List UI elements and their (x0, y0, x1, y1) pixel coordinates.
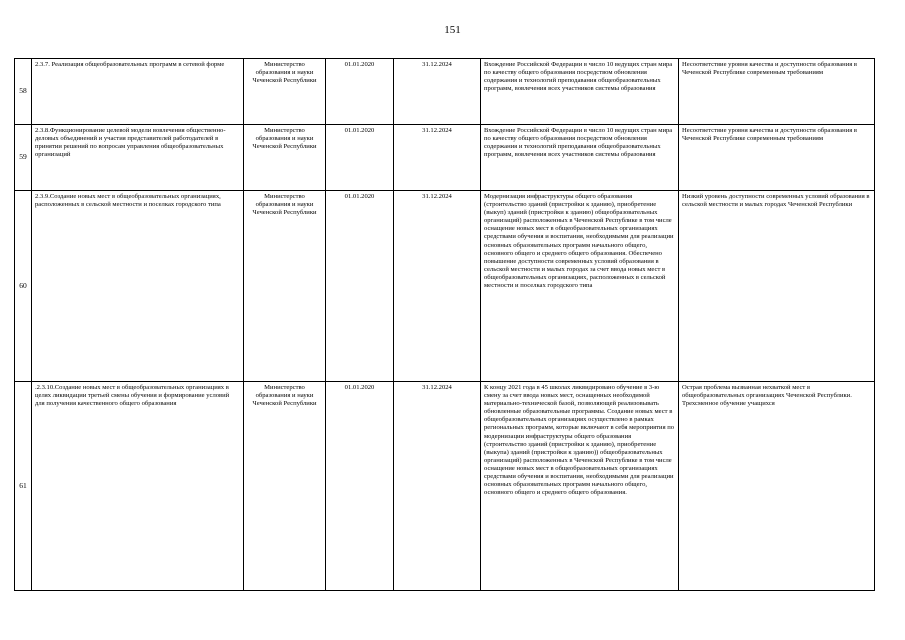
measures-table (14, 58, 875, 591)
executor-cell: Министерство образования и науки Чеченской Республики (244, 382, 326, 591)
end-date-cell: 31.12.2024 (394, 59, 481, 125)
executor-cell: Министерство образования и науки Чеченской Республики (244, 59, 326, 125)
start-date-cell: 01.01.2020 (326, 59, 394, 125)
executor-cell: Министерство образования и науки Чеченской Республики (244, 191, 326, 382)
start-date-cell: 01.01.2020 (326, 125, 394, 191)
table-row (15, 382, 875, 591)
table-row (15, 59, 875, 125)
consequence-cell: Несоответствие уровня качества и доступности образования в Чеченской Республике современным требованиям (679, 59, 875, 125)
row-number: 58 (15, 59, 32, 125)
row-number: 61 (15, 382, 32, 591)
measure-cell: 2.3.9.Создание новых мест в общеобразовательных организациях, расположенных в сельской местности и поселках городского типа (32, 191, 244, 382)
row-number: 60 (15, 191, 32, 382)
result-cell: Вхождение Российской Федерации в число 10 ведущих стран мира по качеству общего образования посредством обновления содержания и технологий преподавания общеобразовательных программ, вовлечения всех участников системы образования (481, 59, 679, 125)
consequence-cell: Несоответствие уровня качества и доступности образования в Чеченской Республике современным требованиям (679, 125, 875, 191)
consequence-cell: Низкий уровень доступности современных условий образования в сельской местности и малых городах Чеченской Республики (679, 191, 875, 382)
row-number: 59 (15, 125, 32, 191)
result-cell: К концу 2021 года в 45 школах ликвидировано обучение в 3-ю смену за счет ввода новых мест, оснащенных необходимой материально-технической базой, позволяющей реализовывать обновленные образовательные программы. Создание новых мест в общеобразовательных организациях осуществлено в рамках региональных программ, которые включают в себя мероприятия по модернизации инфраструктуры общего образования (строительство зданий (пристройки к зданию), приобретение (выкупа) зданий (пристройки к зданию)) общеобразовательных организаций) расположенных в Чеченской Республике в том числе оснащение новых мест в общеобразовательных организациях средствами обучения и воспитания, необходимыми для реализации основных образовательных программ начального общего, основного общего и среднего общего образования. (481, 382, 679, 591)
table-row (15, 191, 875, 382)
table-row (15, 125, 875, 191)
start-date-cell: 01.01.2020 (326, 191, 394, 382)
end-date-cell: 31.12.2024 (394, 125, 481, 191)
executor-cell: Министерство образования и науки Чеченской Республики (244, 125, 326, 191)
page-number: 151 (444, 24, 461, 36)
end-date-cell: 31.12.2024 (394, 382, 481, 591)
start-date-cell: 01.01.2020 (326, 382, 394, 591)
result-cell: Модернизация инфраструктуры общего образования (строительство зданий (пристройки к зданию), приобретение (выкуп) зданий (пристройки к зданию) общеобразовательных организаций) расположенных в Чеченской Республике в том числе оснащение новых мест в общеобразовательных организациях средствами обучения и воспитания, необходимыми для реализации основных образовательных программ начального общего, основного общего и среднего общего образования. Обеспечено повышение доступности современных условий образования в сельской местности и малых городах за счет ввода новых мест в общеобразовательных организациях, расположенных в сельской местности и поселках городского типа (481, 191, 679, 382)
consequence-cell: Острая проблема вызванная нехваткой мест в общеобразовательных организациях Чеченской Республики. Трехсменное обучение учащихся (679, 382, 875, 591)
measure-cell: .2.3.10.Создание новых мест в общеобразовательных организациях в целях ликвидации третьей смены обучения и формирование условий для получения качественного общего образования (32, 382, 244, 591)
measure-cell: 2.3.8.Функционирование целевой модели вовлечения общественно-деловых объединений и участия представителей работодателей в принятии решений по вопросам управления общеобразовательных организаций (32, 125, 244, 191)
end-date-cell: 31.12.2024 (394, 191, 481, 382)
measure-cell: 2.3.7. Реализация общеобразовательных программ в сетевой форме (32, 59, 244, 125)
result-cell: Вхождение Российской Федерации в число 10 ведущих стран мира по качеству общего образования посредством обновления содержания и технологий преподавания общеобразовательных программ, вовлечения всех участников системы образования (481, 125, 679, 191)
